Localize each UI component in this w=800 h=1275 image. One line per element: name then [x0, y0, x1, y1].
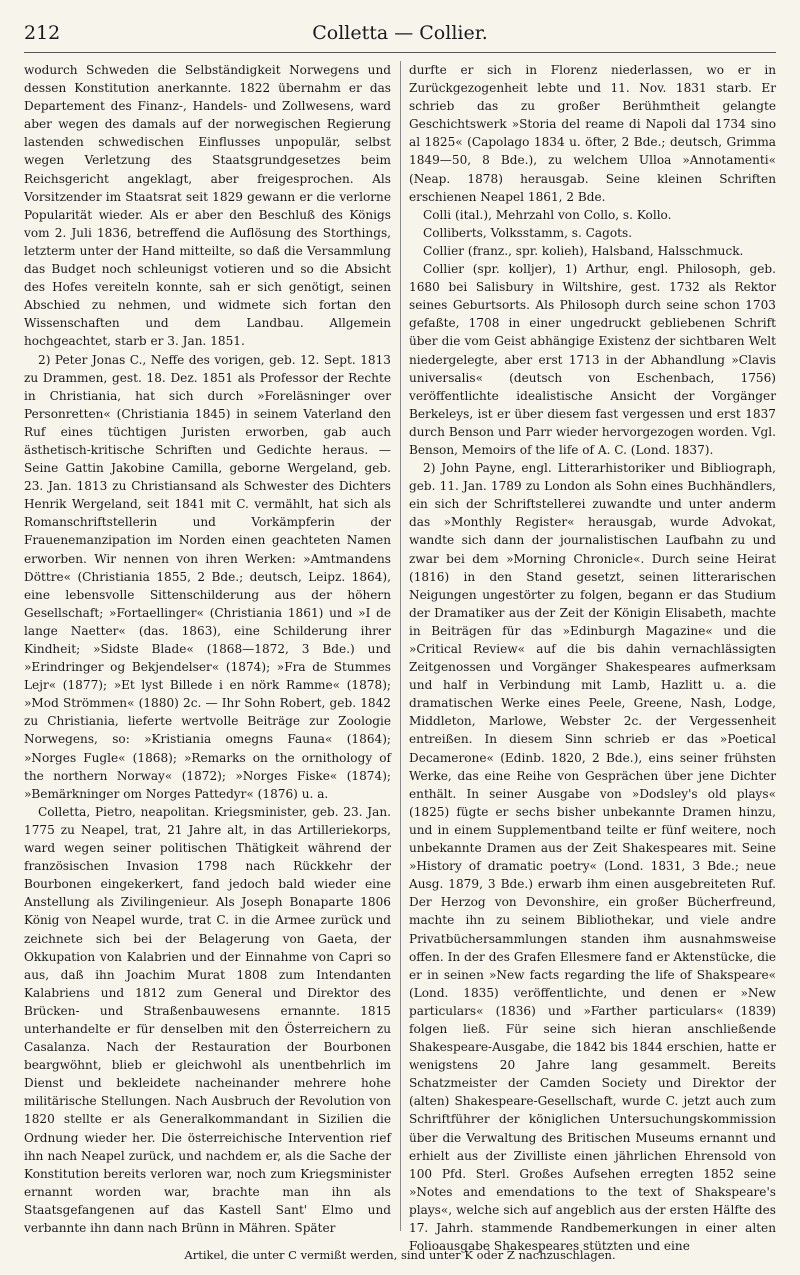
paragraph: durfte er sich in Florenz niederlassen, wo er in Zurückgezogenheit lebte und 11. Nov. 1831 starb. Er schrieb das zu großer Berühmtheit gelangte Geschichtswerk »Storia del reame di Napoli dal 1734 sino al 1825« (Capolago 1834 u. öfter, 2 Bde.; deutsch, Grimma 1849—50, 8 Bde.), zu welchem Ulloa »Annotamenti« (Neap. 1878) herausgab. Seine kleinen Schriften erschienen Neapel 1861, 2 Bde. — [409, 63, 776, 204]
text-columns — [24, 61, 776, 1254]
paragraph: 2) Peter Jonas C., Neffe des vorigen, geb. 12. Sept. 1813 zu Drammen, gest. 18. Dez. 1851 als Professor der Rechte in Christiania, hat sich durch »Foreläsninger over Personretten« (Christiania 1845) in seinem Vaterland den Ruf eines tüchtigen Juristen erworben, gab auch ästhetisch-kritische Schriften und Gedichte heraus. — Seine Gattin Jakobine Camilla, geborne Wergeland, geb. 23. Jan. 1813 zu Christiansand als Schwester des Dichters Henrik Wergeland, seit 1841 mit C. vermählt, hat sich als Romanschriftstellerin und Vorkämpferin der Frauenemanzipation im Norden einen geachteten Namen erworben. Wir nennen von ihren Werken: »Amtmandens Döttre« (Christiania 1855, 2 Bde.; deutsch, Leipz. 1864), eine lebensvolle Sittenschilderung aus der höhern Gesellschaft; »Fortaellinger« (Christiania 1861) und »I de lange Naetter« (das. 1863), eine Schilderung ihrer Kindheit; »Sidste Blade« (1868—1872, 3 Bde.) und »Erindringer og Bekjendelser« (1874); »Fra de Stummes Lejr« (1877); »Et lyst Billede i en nörk Ramme« (1878); »Mod Strömmen« (1880) 2c. — Ihr Sohn Robert, geb. 1842 zu Christiania, lieferte wertvolle Beiträge zur Zoologie Norwegens, so: »Kristiania omegns Fauna« (1864); »Norges Fugle« (1868); »Remarks on the ornithology of the northern Norway« (1872); »Norges Fiske« (1874); »Bemärkninger om Norges Pattedyr« (1876) u. a. — [24, 352, 391, 801]
column-divider — [400, 61, 401, 1231]
paragraph: Collier (spr. kolljer), 1) Arthur, engl. Philosoph, geb. 1680 bei Salisbury in Wiltshire, gest. 1732 als Rektor seines Geburtsorts. Als Philosoph durch seine schon 1703 gefaßte, 1708 in einer ungedruckt gebliebenen Schrift über die vom Geist abhängige Existenz der sichtbaren Welt niedergelegte, aber erst 1713 in der Abhandlung »Clavis universalis« (deutsch von Eschenbach, 1756) veröffentlichte idealistische Ansicht der Vorgänger Berkeleys, ist er über diesem fast vergessen und erst 1837 durch Benson und Parr wieder hervorgezogen worden. Vgl. Benson, Memoirs of the life of A. C. (Lond. 1837). — [409, 262, 776, 457]
left-column — [24, 61, 391, 1235]
page-footer-note: Artikel, die unter C vermißt werden, sind unter K oder Z nachzuschlagen. — [184, 1248, 616, 1262]
paragraph: Colli (ital.), Mehrzahl von Collo, s. Kollo. — [423, 207, 672, 222]
paragraph: wodurch Schweden die Selbständigkeit Norwegens und dessen Konstitution anerkannte. 1822 übernahm er das Departement des Finanz-, Handels- und Zollwesens, ward aber wegen des damals auf der norwegischen Regierung lastenden schwedischen Einflusses unpopulär, selbst wegen Verletzung des Staatsgrundgesetzes beim Reichsgericht angeklagt, aber freigesprochen. Als Vorsitzender im Staatsrat seit 1829 gewann er die verlorne Popularität wieder. Als er aber den Beschluß des Königs vom 2. Juli 1836, betreffend die Auflösung des Storthings, letzterm unter der Hand mitteilte, so daß die Versammlung das Budget noch schleunigst votieren und so die Absicht des Hofes vereiteln konnte, sah er sich genötigt, seinen Abschied zu nehmen, und widmete sich fortan den Wissenschaften und dem Landbau. Allgemein hochgeachtet, starb er 3. Jan. 1851. — [24, 63, 391, 349]
page-header — [24, 22, 776, 53]
paragraph: 2) John Payne, engl. Litterarhistoriker und Bibliograph, geb. 11. Jan. 1789 zu London als Sohn eines Buchhändlers, ein sich der Schriftstellerei zuwandte und unter anderm das »Monthly Register« herausgab, wurde Advokat, wandte sich dann der journalistischen Laufbahn zu und zwar bei dem »Morning Chronicle«. Durch seine Heirat (1816) in den Stand gesetzt, seinen litterarischen Neigungen ungestörter zu folgen, begann er das Studium der Dramatiker aus der Zeit der Königin Elisabeth, machte in Beiträgen für das »Edinburgh Magazine« und die »Critical Review« auf die bis dahin vernachlässigten Zeitgenossen und Vorgänger Shakespeares aufmerksam und half in Verbindung mit Lamb, Hazlitt u. a. die dramatischen Werke eines Peele, Greene, Nash, Lodge, Middleton, Marlowe, Webster 2c. der Vergessenheit entreißen. In diesem Sinn schrieb er das »Poetical Decamerone« (Edinb. 1820, 2 Bde.), eins seiner frühsten Werke, das eine Reihe von Gesprächen über jene Dichter enthält. In seiner Ausgabe von »Dodsley's old plays« (1825) fügte er sechs bisher unbekannte Dramen hinzu, und in einem Supplementband teilte er fünf weitere, noch unbekannte Dramen aus der Zeit Shakespeares mit. Seine »History of dramatic poetry« (Lond. 1831, 3 Bde.; neue Ausg. 1879, 3 Bde.) erwarb ihm einen ausgebreiteten Ruf. Der Herzog von Devonshire, ein großer Bücherfreund, machte ihn zu seinem Bibliothekar, und viele andre Privatbüchersammlungen standen ihm ausnahmsweise offen. In der des Grafen Ellesmere fand er Aktenstücke, die er in seinen »New facts regarding the life of Shakspeare« (Lond. 1835) veröffentlichte, und denen er »New particulars« (1836) und »Farther particulars« (1839) folgen ließ. Für seine sich hieran anschließende Shakespeare-Ausgabe, die 1842 bis 1844 erschien, hatte er wenigstens 20 Jahre lang gesammelt. Bereits Schatzmeister der Camden Society und Direktor der (alten) Shakespeare-Gesellschaft, wurde C. jetzt auch zum Schriftführer der königlichen Untersuchungskommission über die Verwaltung des Britischen Museums ernannt und erhielt aus der Zivilliste einen jährlichen Ehrensold von 100 Pfd. Sterl. Großes Aufsehen erregten 1852 seine »Notes and emendations to the text of Shakspeare's plays«, welche sich auf angeblich aus der ersten Hälfte des 17. Jahrh. stammende Randbemerkungen in einer alten Folioausgabe Shakespeares stützten und eine — [409, 461, 776, 1254]
page-number: 212 — [24, 22, 61, 44]
paragraph: Collier (franz., spr. kolieh), Halsband, Halsschmuck. — [423, 243, 744, 258]
running-head: Colletta — Collier. — [312, 22, 488, 44]
paragraph: Colletta, Pietro, neapolitan. Kriegsminister, geb. 23. Jan. 1775 zu Neapel, trat, 21 Jahre alt, in das Artilleriekorps, ward wegen seiner politischen Thätigkeit während der französischen Invasion 1798 nach Rückkehr der Bourbonen eingekerkert, fand jedoch bald wieder eine Anstellung als Zivilingenieur. Als Joseph Bonaparte 1806 König von Neapel wurde, trat C. in die Armee zurück und zeichnete sich bei der Belagerung von Gaeta, der Okkupation von Kalabrien und der Einnahme von Capri so aus, daß ihn Joachim Murat 1808 zum Intendanten Kalabriens und 1812 zum General und Direktor des Brücken- und Straßenbauwesens ernannte. 1815 unterhandelte er für denselben mit den Österreichern zu Casalanza. Nach der Restauration der Bourbonen beargwöhnt, blieb er gleichwohl als unentbehrlich im Dienst und bekleidete nacheinander mehrere hohe militärische Stellungen. Nach Ausbruch der Revolution von 1820 stellte er als Generalkommandant in Sizilien die Ordnung wieder her. Die österreichische Intervention rief ihn nach Neapel zurück, und nachdem er, als die Sache der Konstitution bereits verloren war, noch zum Kriegsminister ernannt worden war, brachte man ihn als Staatsgefangenen auf das Kastell Sant' Elmo und verbannte ihn dann nach Brünn in Mähren. Später — [24, 804, 391, 1235]
paragraph: Colliberts, Volksstamm, s. Cagots. — [423, 225, 633, 240]
right-column — [409, 61, 776, 1254]
